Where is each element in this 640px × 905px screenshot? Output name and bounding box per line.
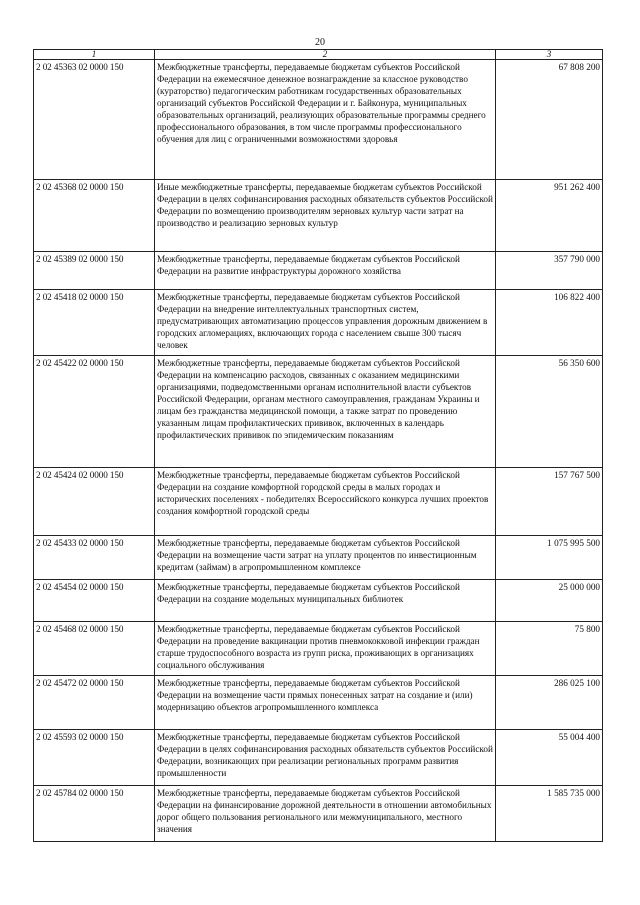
row-amount: 1 585 735 000 <box>496 786 603 842</box>
budget-table <box>33 49 603 842</box>
row-amount: 75 800 <box>496 622 603 676</box>
table-row <box>34 468 603 536</box>
table-row <box>34 676 603 730</box>
budget-code: 2 02 45433 02 0000 150 <box>34 536 155 580</box>
budget-code: 2 02 45368 02 0000 150 <box>34 180 155 252</box>
row-amount: 951 262 400 <box>496 180 603 252</box>
page-number: 20 <box>315 37 325 48</box>
budget-code: 2 02 45784 02 0000 150 <box>34 786 155 842</box>
row-amount: 25 000 000 <box>496 580 603 622</box>
table-row <box>34 536 603 580</box>
budget-code: 2 02 45593 02 0000 150 <box>34 730 155 786</box>
table-row <box>34 356 603 468</box>
budget-code: 2 02 45363 02 0000 150 <box>34 60 155 180</box>
table-row <box>34 730 603 786</box>
row-description: Межбюджетные трансферты, передаваемые бюджетам субъектов Российской Федерации на финансирование дорожной деятельности в отношении автомобильных дорог общего пользования регионального или межмуниципального, местного значения <box>155 786 496 842</box>
row-description: Межбюджетные трансферты, передаваемые бюджетам субъектов Российской Федерации на компенсацию расходов, связанных с оказанием медицинскими организациями, подведомственными органам исполнительной власти субъектов Российской Федерации, органам местного самоуправления, гражданам Украины и лицам без гражданства медицинской помощи, а также затрат по проведению указанным лицам профилактических прививок, включенных в календарь профилактических прививок по эпидемическим показаниям <box>155 356 496 468</box>
row-amount: 286 025 100 <box>496 676 603 730</box>
column-number-2: 2 <box>155 50 496 60</box>
table-row <box>34 252 603 290</box>
budget-code: 2 02 45418 02 0000 150 <box>34 290 155 356</box>
budget-code: 2 02 45422 02 0000 150 <box>34 356 155 468</box>
budget-code: 2 02 45472 02 0000 150 <box>34 676 155 730</box>
row-amount: 67 808 200 <box>496 60 603 180</box>
budget-code: 2 02 45454 02 0000 150 <box>34 580 155 622</box>
row-amount: 1 075 995 500 <box>496 536 603 580</box>
row-description: Межбюджетные трансферты, передаваемые бюджетам субъектов Российской Федерации на ежемесячное денежное вознаграждение за классное руководство (кураторство) педагогическим работникам государственных образовательных организаций субъектов Российской Федерации и г. Байконура, муниципальных образовательных организаций, реализующих образовательные программы среднего профессионального образования, в том числе программы профессионального обучения для лиц с ограниченными возможностями здоровья <box>155 60 496 180</box>
budget-code: 2 02 45424 02 0000 150 <box>34 468 155 536</box>
table-row <box>34 580 603 622</box>
table-row <box>34 180 603 252</box>
row-description: Межбюджетные трансферты, передаваемые бюджетам субъектов Российской Федерации на развитие инфраструктуры дорожного хозяйства <box>155 252 496 290</box>
row-description: Межбюджетные трансферты, передаваемые бюджетам субъектов Российской Федерации на проведение вакцинации против пневмококковой инфекции граждан старше трудоспособного возраста из групп риска, проживающих в организациях социального обслуживания <box>155 622 496 676</box>
table-row <box>34 622 603 676</box>
row-amount: 106 822 400 <box>496 290 603 356</box>
table-row <box>34 786 603 842</box>
row-description: Межбюджетные трансферты, передаваемые бюджетам субъектов Российской Федерации на создание модельных муниципальных библиотек <box>155 580 496 622</box>
row-amount: 56 350 600 <box>496 356 603 468</box>
column-number-row <box>34 50 603 60</box>
row-amount: 157 767 500 <box>496 468 603 536</box>
row-description: Межбюджетные трансферты, передаваемые бюджетам субъектов Российской Федерации на создание комфортной городской среды в малых городах и исторических поселениях - победителях Всероссийского конкурса лучших проектов создания комфортной городской среды <box>155 468 496 536</box>
row-amount: 55 004 400 <box>496 730 603 786</box>
budget-code: 2 02 45389 02 0000 150 <box>34 252 155 290</box>
row-description: Иные межбюджетные трансферты, передаваемые бюджетам субъектов Российской Федерации в целях софинансирования расходных обязательств субъектов Российской Федерации по возмещению производителям зерновых культур части затрат на производство и реализацию зерновых культур <box>155 180 496 252</box>
row-description: Межбюджетные трансферты, передаваемые бюджетам субъектов Российской Федерации на возмещение части прямых понесенных затрат на создание и (или) модернизацию объектов агропромышленного комплекса <box>155 676 496 730</box>
budget-code: 2 02 45468 02 0000 150 <box>34 622 155 676</box>
table-row <box>34 290 603 356</box>
table-row <box>34 60 603 180</box>
row-amount: 357 790 000 <box>496 252 603 290</box>
column-number-1: 1 <box>34 50 155 60</box>
row-description: Межбюджетные трансферты, передаваемые бюджетам субъектов Российской Федерации в целях софинансирования расходных обязательств субъектов Российской Федерации, возникающих при реализации региональных программ развития промышленности <box>155 730 496 786</box>
row-description: Межбюджетные трансферты, передаваемые бюджетам субъектов Российской Федерации на возмещение части затрат на уплату процентов по инвестиционным кредитам (займам) в агропромышленном комплексе <box>155 536 496 580</box>
column-number-3: 3 <box>496 50 603 60</box>
row-description: Межбюджетные трансферты, передаваемые бюджетам субъектов Российской Федерации на внедрение интеллектуальных транспортных систем, предусматривающих автоматизацию процессов управления дорожным движением в городских агломерациях, включающих города с населением свыше 300 тысяч человек <box>155 290 496 356</box>
